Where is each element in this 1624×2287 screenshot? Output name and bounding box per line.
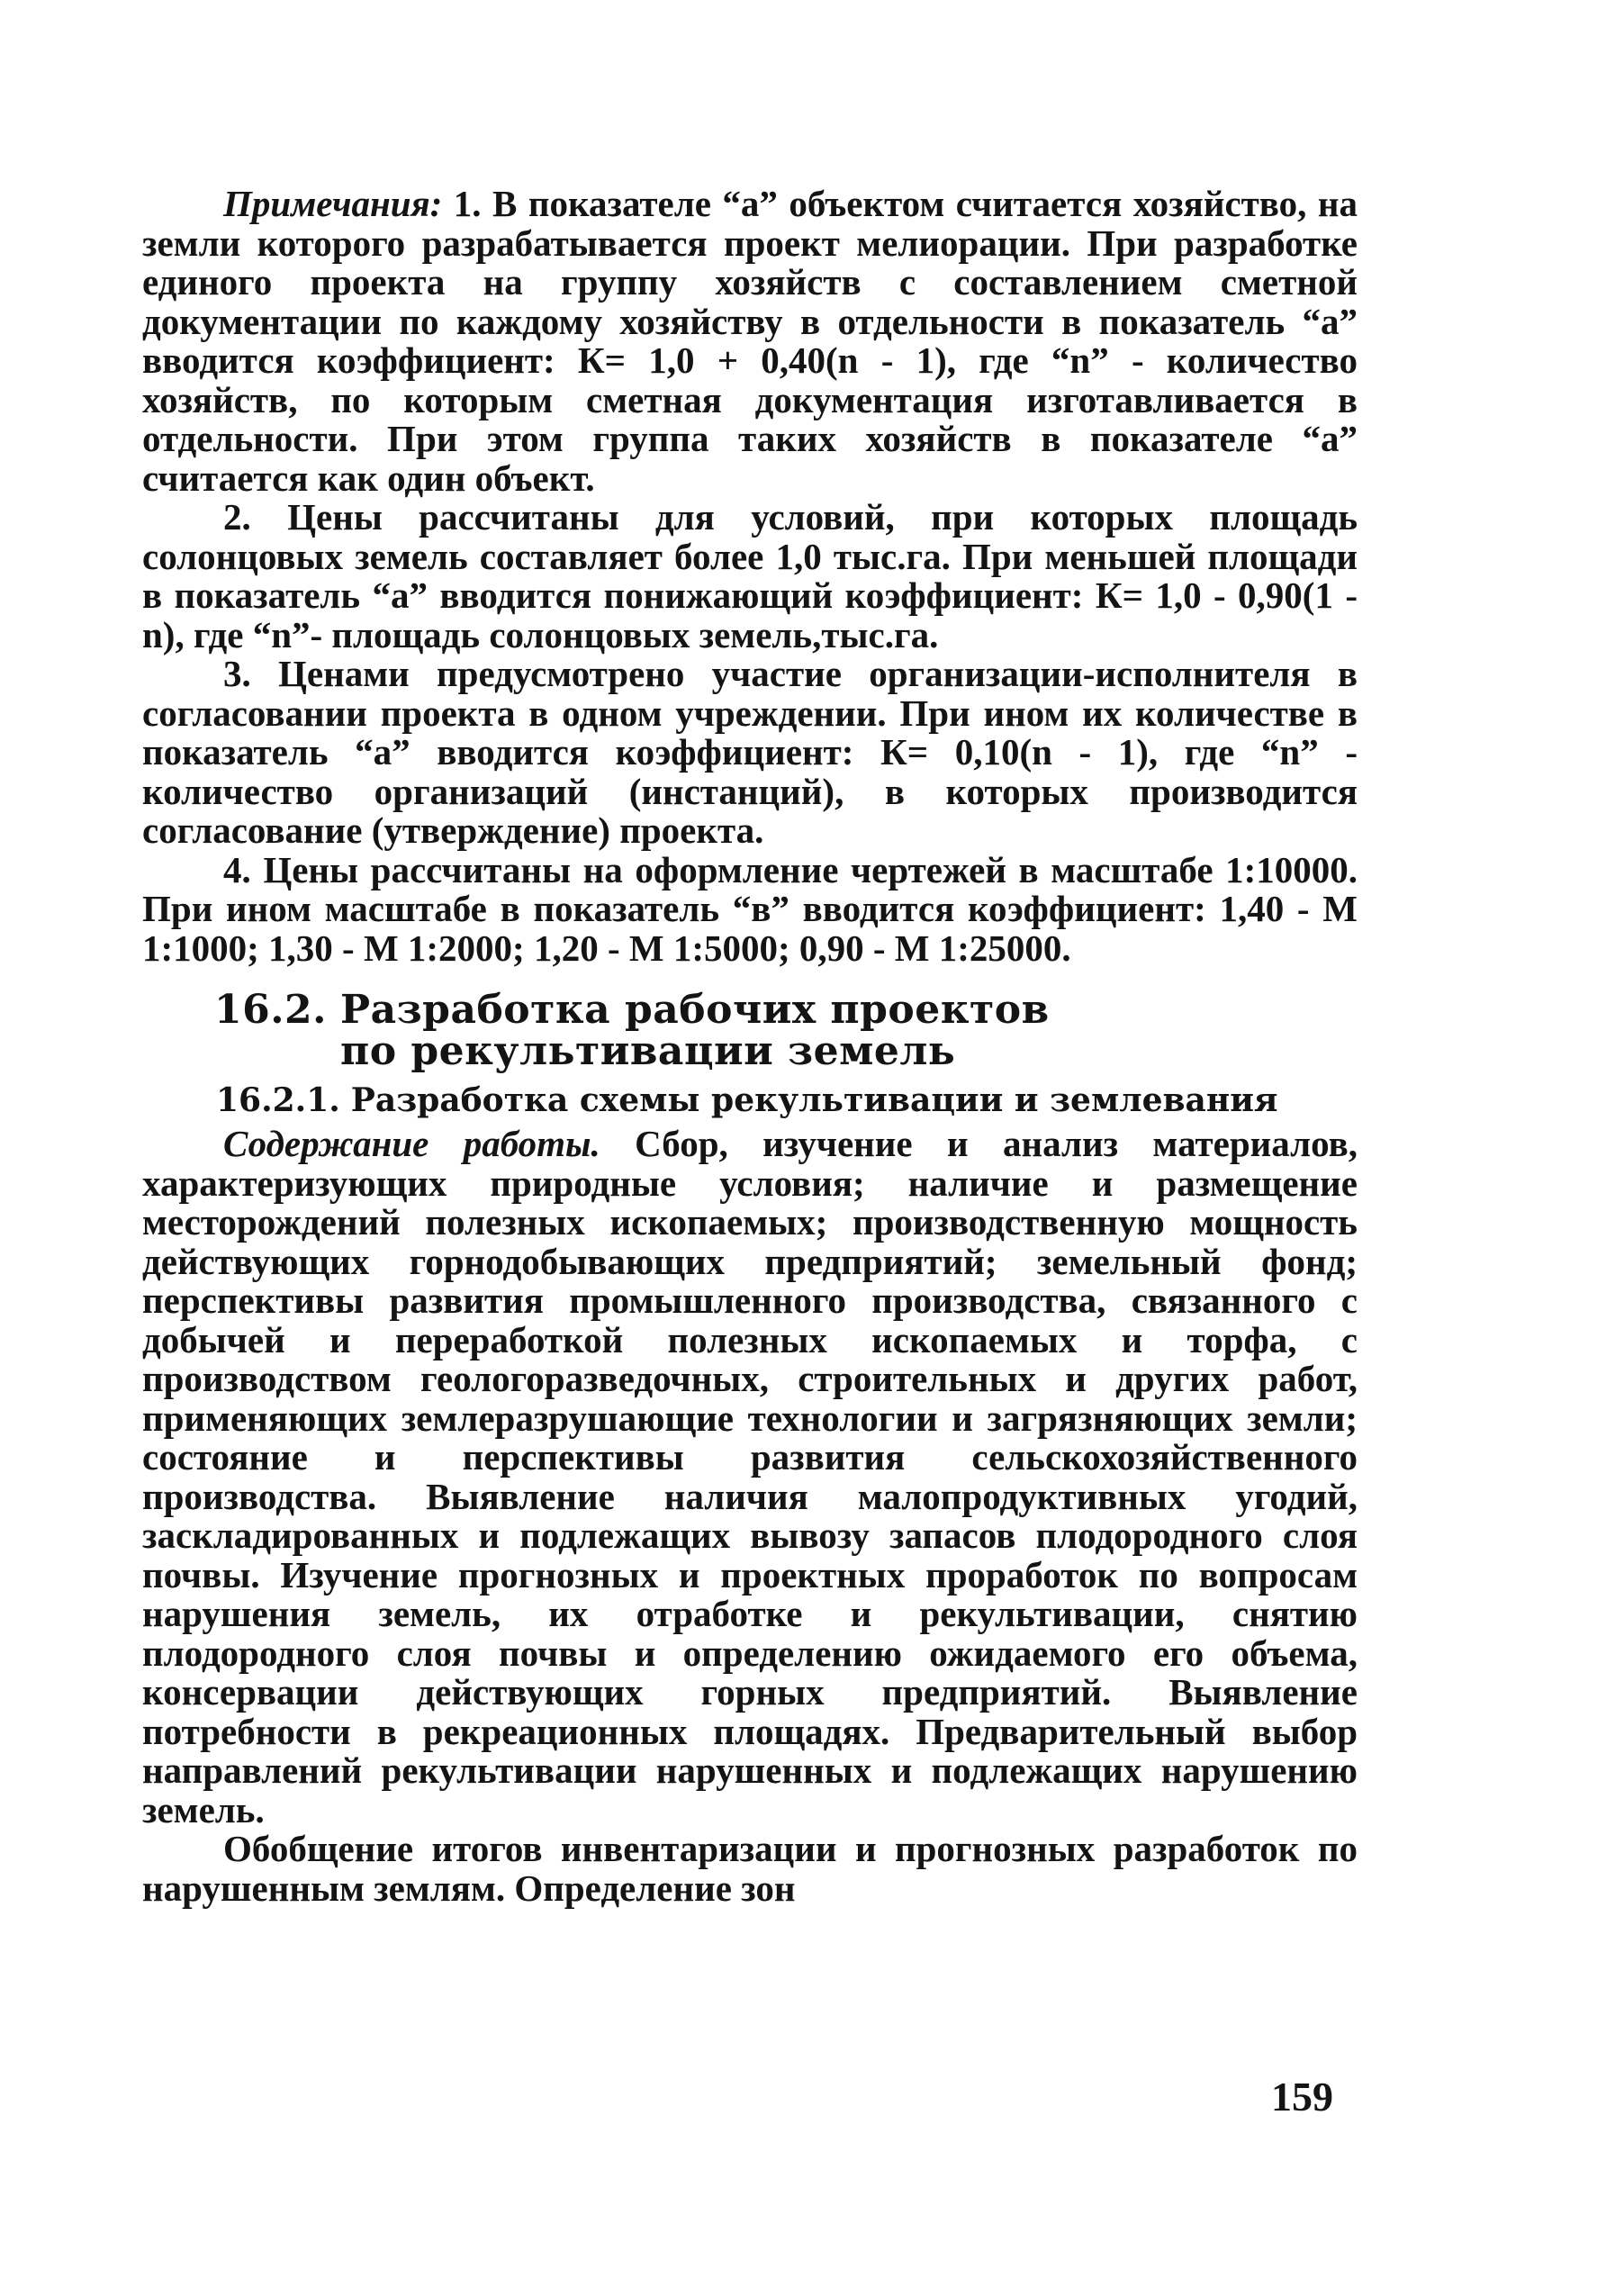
note-2-text: 2. Цены рассчитаны для условий, при которых площадь солонцовых земель составляет более 1,0 тыс.га. При меньшей площади в показатель “а” вводится понижающий коэффициент: К= 1,0 - 0,90(1 - n), где “n”- площадь солонцовых земель,тыс.га. xyxy=(142,496,1358,655)
note-paragraph-1 xyxy=(142,185,1358,498)
note-1-text: 1. В показателе “а” объектом считается хозяйство, на земли которого разрабатывается проект мелиорации. При разработке единого проекта на группу хозяйств с составлением сметной документации по каждому хозяйству в отдельности в показатель “а” вводится коэффициент: К= 1,0 + 0,40(n - 1), где “n” - количество хозяйств, по которым сметная документация изготавливается в отдельности. При этом группа таких хозяйств в показателе “а” считается как один объект. xyxy=(142,183,1358,499)
subsection-heading xyxy=(216,1080,1358,1121)
subsection-title: Разработка схемы рекультивации и землевания xyxy=(350,1081,1278,1119)
subsection-number: 16.2.1. xyxy=(216,1081,340,1119)
content-lead: Содержание работы. xyxy=(223,1123,600,1164)
note-paragraph-3 xyxy=(142,655,1358,851)
note-3-text: 3. Ценами предусмотрено участие организации-исполнителя в согласовании проекта в одном учреждении. При ином их количестве в показатель “а” вводится коэффициент: К= 0,10(n - 1), где “n” - количество организаций (инстанций), в которых производится согласование (утверждение) проекта. xyxy=(142,653,1358,851)
page-number: 159 xyxy=(1271,2074,1333,2120)
section-title-line2: по рекультивации земель xyxy=(340,1028,956,1074)
content-2-text: Обобщение итогов инвентаризации и прогнозных разработок по нарушенным землям. Определение зон xyxy=(142,1828,1358,1909)
section-title-line1: Разработка рабочих проектов xyxy=(340,987,1050,1033)
note-4-text: 4. Цены рассчитаны на оформление чертежей в масштабе 1:10000. При ином масштабе в показатель “в” вводится коэффициент: 1,40 - М 1:1000; 1,30 - М 1:2000; 1,20 - М 1:5000; 0,90 - М 1:25000. xyxy=(142,848,1358,969)
content-paragraph-1 xyxy=(142,1125,1358,1830)
section-number: 16.2. xyxy=(214,987,327,1033)
content-paragraph-2 xyxy=(142,1830,1358,1908)
note-paragraph-2 xyxy=(142,498,1358,655)
content-1-text: Сбор, изучение и анализ материалов, характеризующих природные условия; наличие и размещение месторождений полезных ископаемых; производственную мощность действующих горнодобывающих предприятий; земельный фонд; перспективы развития промышленного производства, связанного с добычей и переработкой полезных ископаемых и торфа, с производством геологоразведочных, строительных и других работ, применяющих землеразрушающие технологии и загрязняющих земли; состояние и перспективы развития сельскохозяйственного производства. Выявление наличия малопродуктивных угодий, заскладированных и подлежащих вывозу запасов плодородного слоя почвы. Изучение прогнозных и проектных проработок по вопросам нарушения земель, их отработке и рекультивации, снятию плодородного слоя почвы и определению ожидаемого его объема, консервации действующих горных предприятий. Выявление потребности в рекреационных площадях. Предварительный выбор направлений рекультивации нарушенных и подлежащих нарушению земель. xyxy=(142,1123,1358,1831)
note-paragraph-4 xyxy=(142,848,1358,969)
text-column xyxy=(142,185,1358,1908)
section-heading xyxy=(142,987,1358,1074)
notes-lead: Примечания: xyxy=(223,183,443,224)
